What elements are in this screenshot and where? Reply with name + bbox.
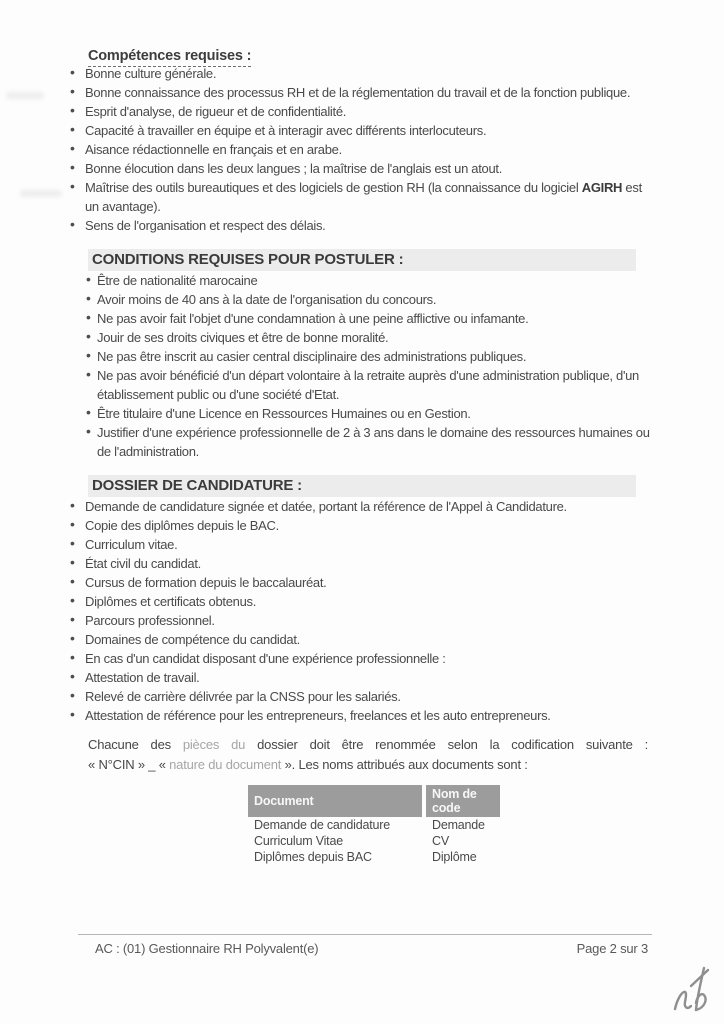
list-item: • Être titulaire d'une Licence en Ressources Humaines ou en Gestion. bbox=[68, 404, 650, 423]
table-header-document: Document bbox=[248, 785, 422, 817]
list-item bbox=[68, 178, 650, 216]
paragraph-text: ». Les noms attribués aux documents sont : bbox=[281, 757, 528, 772]
footer-divider bbox=[78, 934, 652, 935]
handwritten-initials-mark bbox=[668, 964, 712, 1018]
list-item: • Domaines de compétence du candidat. bbox=[68, 630, 650, 649]
paragraph-text: « N°CIN » _ « bbox=[88, 757, 170, 772]
list-item: • Bonne élocution dans les deux langues ; la maîtrise de l'anglais est un atout. bbox=[68, 159, 650, 178]
dossier-list bbox=[68, 497, 650, 725]
list-item: • Diplômes et certificats obtenus. bbox=[68, 592, 650, 611]
table-row bbox=[248, 833, 500, 849]
list-item: • Avoir moins de 40 ans à la date de l'organisation du concours. bbox=[68, 290, 650, 309]
list-item: • Bonne connaissance des processus RH et de la réglementation du travail et de la fonction publique. bbox=[68, 83, 650, 102]
list-item: • En cas d'un candidat disposant d'une expérience professionnelle : bbox=[68, 649, 650, 668]
list-item: • Capacité à travailler en équipe et à interagir avec différents interlocuteurs. bbox=[68, 121, 650, 140]
renaming-paragraph bbox=[88, 735, 648, 775]
document-codes-table bbox=[244, 785, 504, 865]
software-name-bold: AGIRH bbox=[581, 180, 623, 195]
section-title-competences bbox=[88, 48, 650, 64]
list-item: • Copie des diplômes depuis le BAC. bbox=[68, 516, 650, 535]
list-item: • Attestation de référence pour les entrepreneurs, freelances et les auto entrepreneurs. bbox=[68, 706, 650, 725]
list-item: • État civil du candidat. bbox=[68, 554, 650, 573]
table-cell: Demande bbox=[432, 818, 485, 832]
renaming-line-1 bbox=[88, 735, 648, 755]
table-header-code: Nom de code bbox=[426, 785, 500, 817]
section-title-competences-text: Compétences requises : bbox=[88, 48, 251, 67]
list-item: • Justifier d'une expérience professionnelle de 2 à 3 ans dans le domaine des ressources humaines ou de l'administration. bbox=[68, 423, 650, 461]
list-item: • Aisance rédactionnelle en français et en arabe. bbox=[68, 140, 650, 159]
list-item: • Demande de candidature signée et datée, portant la référence de l'Appel à Candidature. bbox=[68, 497, 650, 516]
renaming-line-2 bbox=[88, 755, 648, 775]
footer-page-number: Page 2 sur 3 bbox=[576, 941, 648, 956]
list-item: • Bonne culture générale. bbox=[68, 64, 650, 83]
list-item: • Sens de l'organisation et respect des délais. bbox=[68, 216, 650, 235]
table-cell: CV bbox=[432, 834, 449, 848]
paragraph-text: Chacune des bbox=[88, 737, 183, 752]
section-title-dossier: DOSSIER DE CANDIDATURE : bbox=[88, 475, 636, 497]
table-cell: Diplômes depuis BAC bbox=[254, 850, 372, 864]
table-header-row bbox=[248, 785, 500, 817]
scan-smudge bbox=[6, 92, 44, 99]
section-title-conditions: CONDITIONS REQUISES POUR POSTULER : bbox=[88, 249, 636, 271]
paragraph-text: dossier doit être renommée selon la codification suivante : bbox=[245, 737, 648, 752]
list-item: • Curriculum vitae. bbox=[68, 535, 650, 554]
page-footer bbox=[95, 941, 648, 956]
footer-reference: AC : (01) Gestionnaire RH Polyvalent(e) bbox=[95, 941, 319, 956]
list-item: • Esprit d'analyse, de rigueur et de confidentialité. bbox=[68, 102, 650, 121]
list-item: • Ne pas avoir bénéficié d'un départ volontaire à la retraite auprès d'une administration publique, d'un établissement public ou d'une société d'Etat. bbox=[68, 366, 650, 404]
list-item: • Parcours professionnel. bbox=[68, 611, 650, 630]
document-content bbox=[68, 48, 650, 865]
list-item: • Jouir de ses droits civiques et être de bonne moralité. bbox=[68, 328, 650, 347]
conditions-list bbox=[68, 271, 650, 461]
list-item-text: Maîtrise des outils bureautiques et des logiciels de gestion RH (la connaissance du logiciel bbox=[85, 180, 582, 195]
list-item-text: est un avantage). bbox=[85, 180, 642, 214]
list-item: • Relevé de carrière délivrée par la CNSS pour les salariés. bbox=[68, 687, 650, 706]
list-item: • Être de nationalité marocaine bbox=[68, 271, 650, 290]
table-row bbox=[248, 817, 500, 833]
competences-list bbox=[68, 64, 650, 235]
list-item: • Attestation de travail. bbox=[68, 668, 650, 687]
table-cell: Curriculum Vitae bbox=[254, 834, 343, 848]
list-item: • Cursus de formation depuis le baccalauréat. bbox=[68, 573, 650, 592]
table-cell: Diplôme bbox=[432, 850, 477, 864]
paragraph-text-faded: nature du document bbox=[169, 757, 282, 772]
scan-smudge bbox=[20, 190, 62, 197]
paragraph-text-faded: pièces du bbox=[182, 737, 246, 752]
list-item: • Ne pas avoir fait l'objet d'une condamnation à une peine afflictive ou infamante. bbox=[68, 309, 650, 328]
table-cell: Demande de candidature bbox=[254, 818, 390, 832]
table-row bbox=[248, 849, 500, 865]
list-item: • Ne pas être inscrit au casier central disciplinaire des administrations publiques. bbox=[68, 347, 650, 366]
